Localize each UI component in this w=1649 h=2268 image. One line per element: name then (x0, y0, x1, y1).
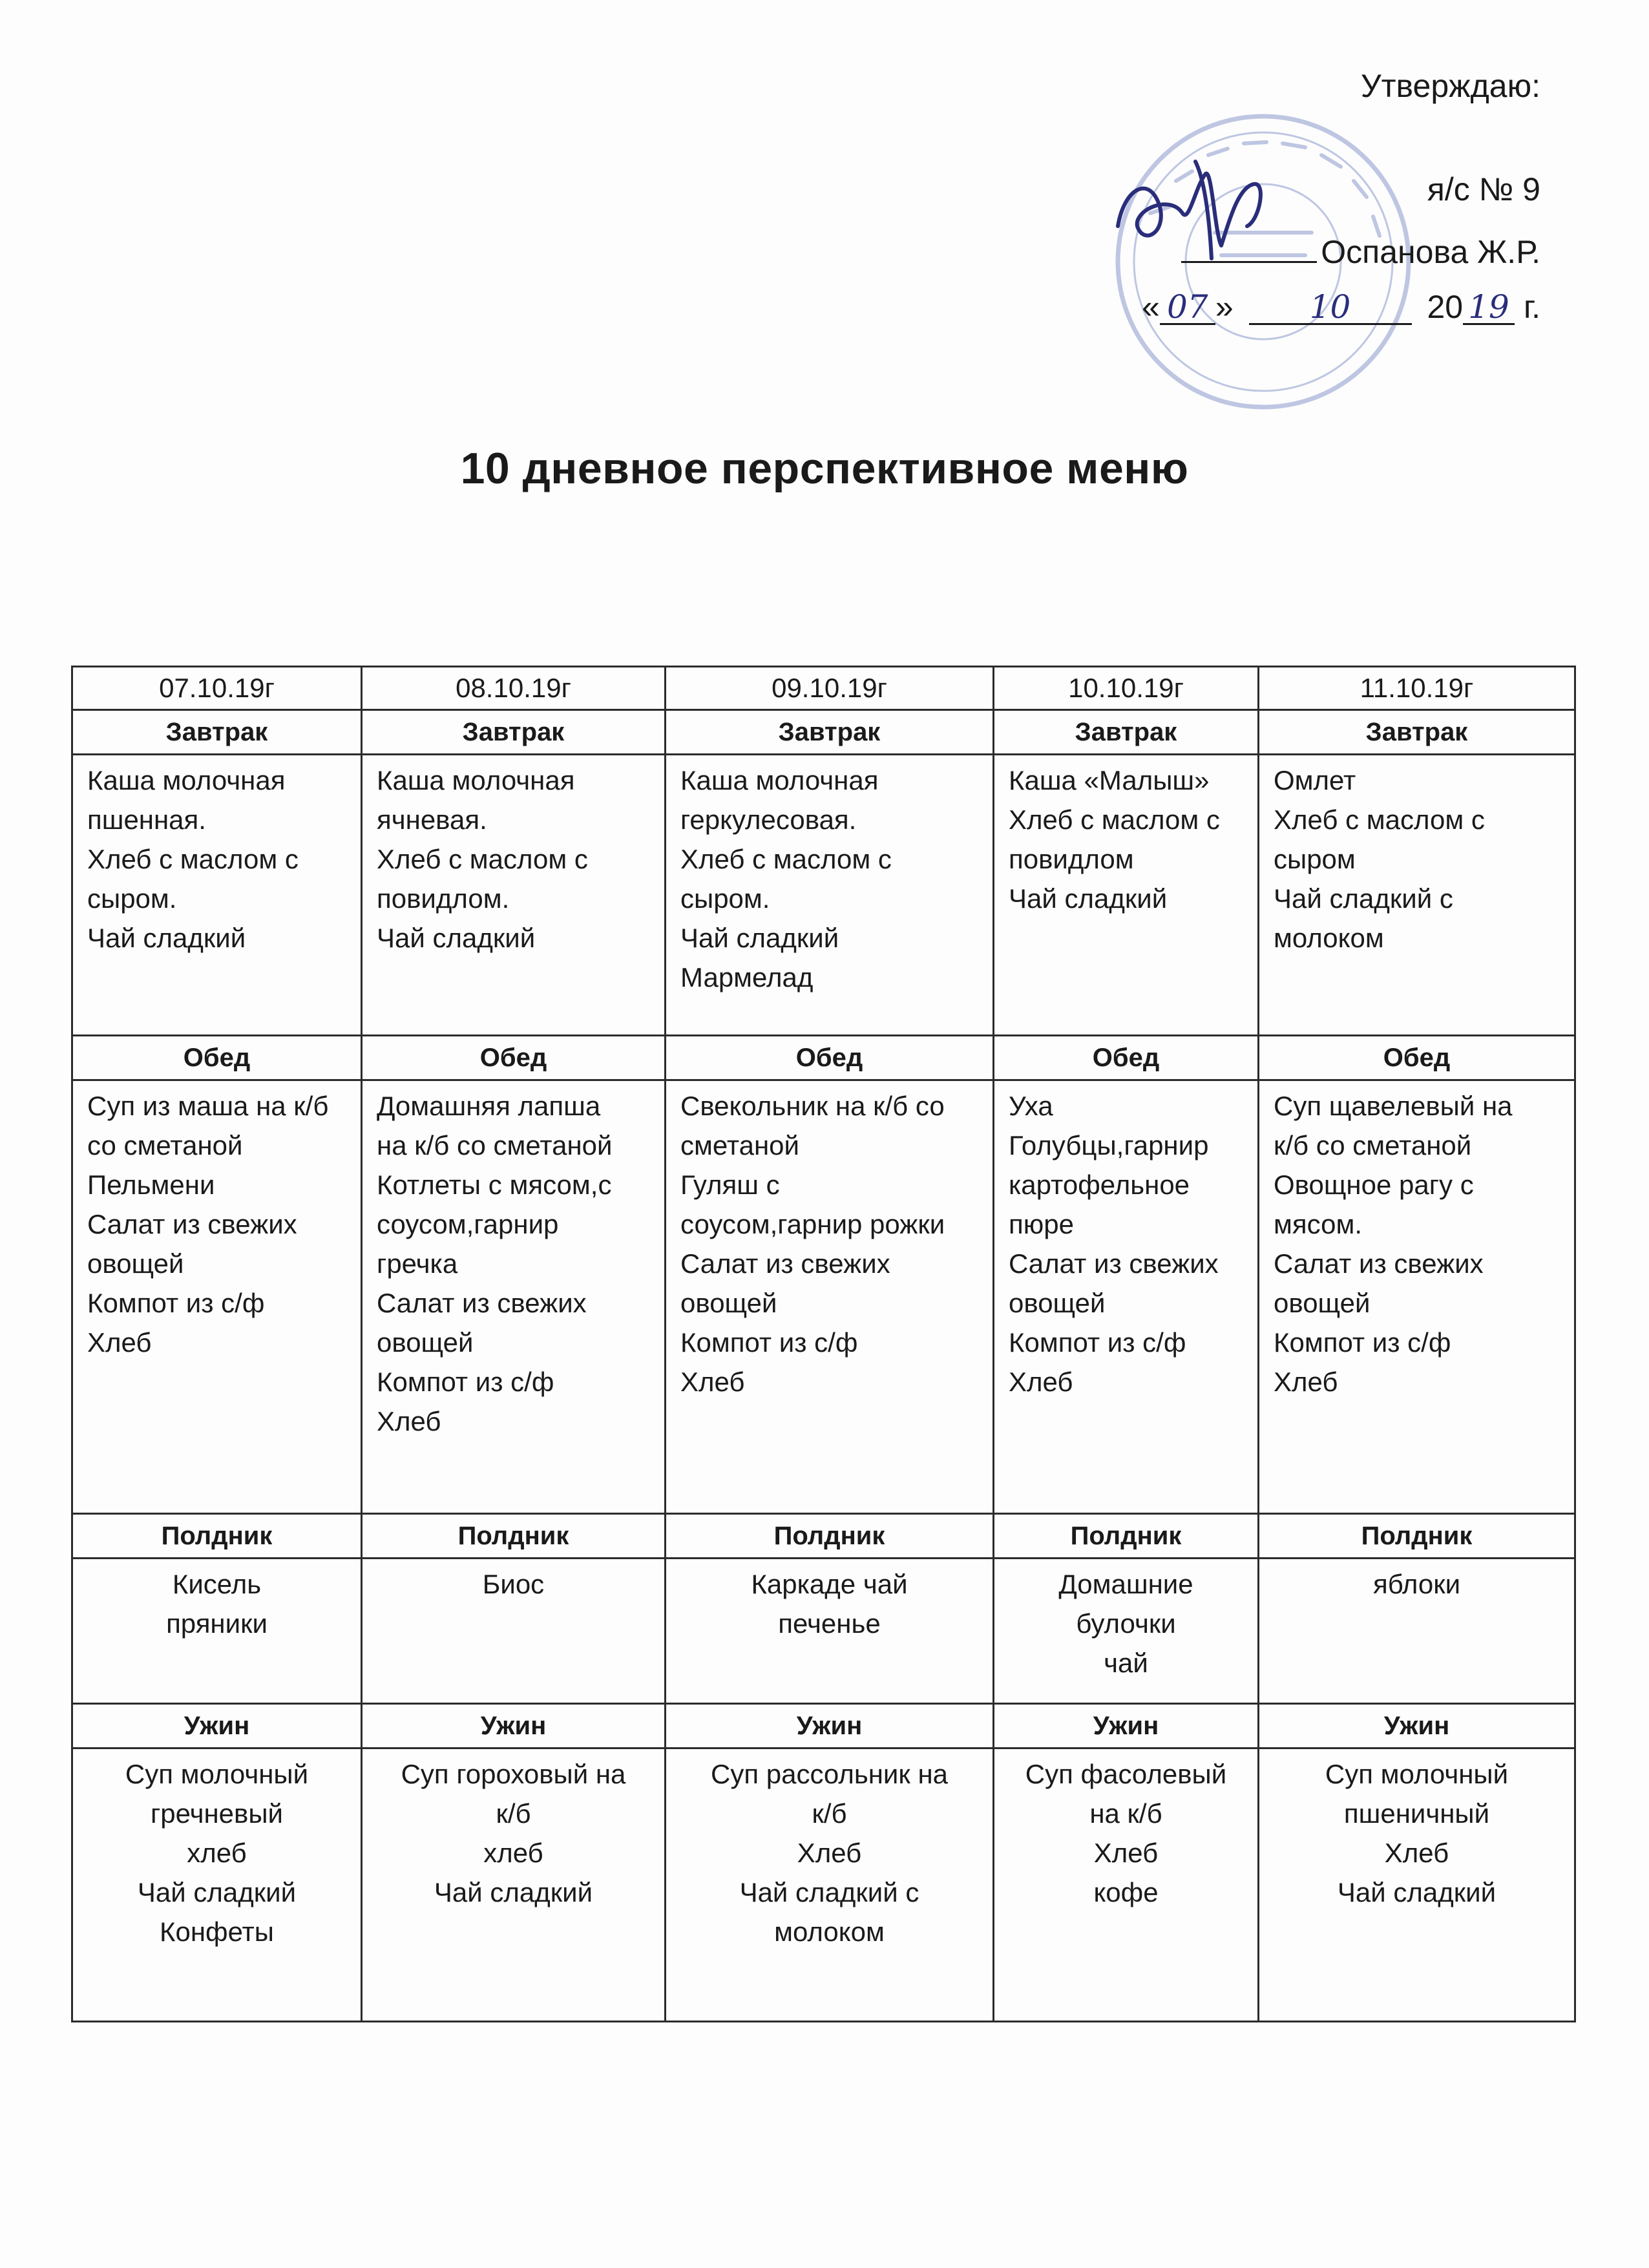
page-title: 10 дневное перспективное меню (460, 444, 1189, 493)
date-year-suffix: 19 (1463, 291, 1515, 325)
meal-name-cell: Полдник (362, 1514, 666, 1559)
meal-name-cell: Обед (72, 1036, 362, 1080)
menu-cell (666, 1748, 994, 2022)
meal-name-cell: Завтрак (994, 710, 1259, 755)
menu-items-text: Суп молочный гречневый хлеб Чай сладкий Конфеты (125, 1759, 309, 1947)
menu-items-text: Свекольник на к/б со сметаной Гуляш с соусом,гарнир рожки Салат из свежих овощей Компот из с/ф Хлеб (680, 1091, 945, 1397)
meal-name-cell: Завтрак (72, 710, 362, 755)
meal-name-cell: Обед (1259, 1036, 1575, 1080)
date-cell: 07.10.19г (72, 667, 362, 710)
signature-blank (1181, 233, 1317, 263)
menu-cell (72, 755, 362, 1036)
menu-cell (1259, 1559, 1575, 1704)
menu-items-text: Омлет Хлеб с маслом с сыром Чай сладкий с молоком (1274, 765, 1485, 953)
menu-cell (994, 1080, 1259, 1514)
dinner-items-row (72, 1748, 1575, 2022)
menu-cell (666, 1559, 994, 1704)
approval-date (1142, 288, 1540, 326)
date-cell: 09.10.19г (666, 667, 994, 710)
menu-items-text: Уха Голубцы,гарнир картофельное пюре Салат из свежих овощей Компот из с/ф Хлеб (1009, 1091, 1219, 1397)
menu-items-text: Суп щавелевый на к/б со сметаной Овощное рагу с мясом. Салат из свежих овощей Компот из с/ф Хлеб (1274, 1091, 1513, 1397)
menu-cell (72, 1080, 362, 1514)
menu-cell (362, 1748, 666, 2022)
meal-name-cell: Обед (666, 1036, 994, 1080)
menu-cell (362, 1559, 666, 1704)
snack-items-row (72, 1559, 1575, 1704)
menu-items-text: Каша молочная ячневая. Хлеб с маслом с повидлом. Чай сладкий (377, 765, 588, 953)
meal-name-cell: Ужин (994, 1704, 1259, 1748)
menu-items-text: Суп из маша на к/б со сметаной Пельмени Салат из свежих овощей Компот из с/ф Хлеб (87, 1091, 329, 1358)
lunch-header-row (72, 1036, 1575, 1080)
dinner-header-row (72, 1704, 1575, 1748)
date-year-prefix: 20 (1427, 289, 1464, 325)
breakfast-items-row (72, 755, 1575, 1036)
meal-name-cell: Ужин (72, 1704, 362, 1748)
director-line (1181, 233, 1540, 268)
lunch-items-row (72, 1080, 1575, 1514)
menu-cell (362, 755, 666, 1036)
menu-cell (994, 1748, 1259, 2022)
menu-table (71, 666, 1576, 2022)
meal-name-cell: Полдник (994, 1514, 1259, 1559)
menu-items-text: Каша «Малыш» Хлеб с маслом с повидлом Чай сладкий (1009, 765, 1220, 914)
meal-name-cell: Завтрак (666, 710, 994, 755)
date-cell: 08.10.19г (362, 667, 666, 710)
meal-name-cell: Полдник (1259, 1514, 1575, 1559)
meal-name-cell: Полдник (72, 1514, 362, 1559)
menu-items-text: Каша молочная пшенная. Хлеб с маслом с сыром. Чай сладкий (87, 765, 299, 953)
menu-items-text: яблоки (1372, 1569, 1461, 1599)
menu-items-text: Биос (482, 1569, 545, 1599)
menu-cell (72, 1559, 362, 1704)
menu-cell (362, 1080, 666, 1514)
date-cell: 10.10.19г (994, 667, 1259, 710)
menu-cell (1259, 1748, 1575, 2022)
menu-cell (666, 755, 994, 1036)
date-open-quote: « (1142, 289, 1160, 325)
menu-cell (994, 1559, 1259, 1704)
menu-items-text: Суп гороховый на к/б хлеб Чай сладкий (401, 1759, 626, 1907)
menu-items-text: Каркаде чай печенье (751, 1569, 908, 1639)
dates-row (72, 667, 1575, 710)
menu-items-text: Кисель пряники (166, 1569, 268, 1639)
date-close-quote: » (1215, 289, 1234, 325)
meal-name-cell: Полдник (666, 1514, 994, 1559)
meal-name-cell: Обед (362, 1036, 666, 1080)
director-name: Оспанова Ж.Р. (1321, 234, 1540, 270)
approve-label: Утверждаю: (1360, 68, 1540, 104)
menu-items-text: Суп молочный пшеничный Хлеб Чай сладкий (1325, 1759, 1509, 1907)
date-year-unit: г. (1523, 289, 1540, 325)
date-day: 07 (1160, 291, 1215, 325)
meal-name-cell: Ужин (666, 1704, 994, 1748)
date-month: 10 (1249, 291, 1412, 325)
organization-name: я/с № 9 (1427, 171, 1540, 207)
date-cell: 11.10.19г (1259, 667, 1575, 710)
menu-cell (1259, 1080, 1575, 1514)
meal-name-cell: Завтрак (1259, 710, 1575, 755)
menu-items-text: Домашняя лапша на к/б со сметаной Котлеты с мясом,с соусом,гарнир гречка Салат из свежих овощей Компот из с/ф Хлеб (377, 1091, 613, 1436)
breakfast-header-row (72, 710, 1575, 755)
menu-cell (994, 755, 1259, 1036)
menu-cell (1259, 755, 1575, 1036)
menu-cell (72, 1748, 362, 2022)
menu-items-text: Суп рассольник на к/б Хлеб Чай сладкий с молоком (710, 1759, 948, 1947)
snack-header-row (72, 1514, 1575, 1559)
meal-name-cell: Обед (994, 1036, 1259, 1080)
menu-cell (666, 1080, 994, 1514)
meal-name-cell: Завтрак (362, 710, 666, 755)
menu-items-text: Домашние булочки чай (1058, 1569, 1193, 1678)
meal-name-cell: Ужин (362, 1704, 666, 1748)
menu-items-text: Суп фасолевый на к/б Хлеб кофе (1025, 1759, 1227, 1907)
menu-items-text: Каша молочная геркулесовая. Хлеб с маслом с сыром. Чай сладкий Мармелад (680, 765, 892, 992)
meal-name-cell: Ужин (1259, 1704, 1575, 1748)
